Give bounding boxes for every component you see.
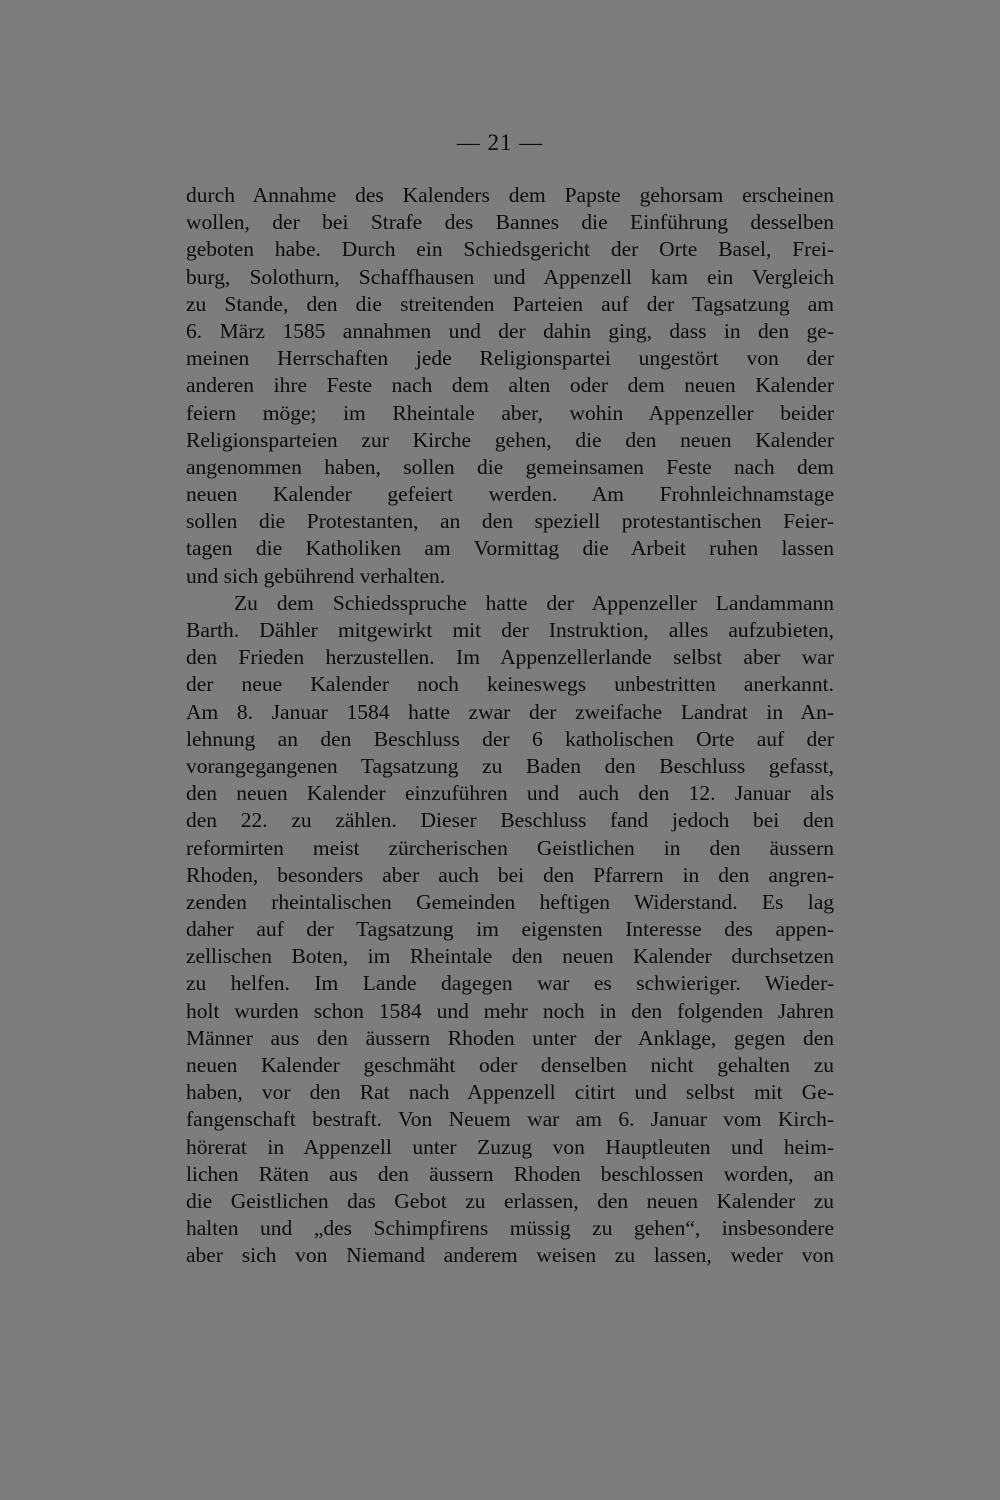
text-line: Männer aus den äussern Rhoden unter der Anklage, gegen den — [186, 1025, 834, 1050]
text-line: tagen die Katholiken am Vormittag die Arbeit ruhen lassen — [186, 536, 834, 561]
paragraph-1 — [186, 182, 834, 590]
text-line: den Frieden herzustellen. Im Appenzellerlande selbst aber war — [186, 645, 834, 670]
body-text — [186, 182, 834, 1270]
text-line: Barth. Dähler mitgewirkt mit der Instruktion, alles aufzubieten, — [186, 618, 834, 642]
text-line: neuen Kalender geschmäht oder denselben nicht gehalten zu — [186, 1053, 834, 1077]
text-line: meinen Herrschaften jede Religionspartei ungestört von der — [186, 346, 834, 371]
text-line: zenden rheintalischen Gemeinden heftigen Widerstand. Es lag — [186, 889, 834, 914]
text-line: lichen Räten aus den äussern Rhoden beschlossen worden, an — [186, 1161, 834, 1186]
text-line: reformirten meist zürcherischen Geistlichen in den äussern — [186, 835, 834, 860]
text-line: halten und „des Schimpfirens müssig zu gehen“, insbesondere — [186, 1216, 834, 1241]
text-line: zu helfen. Im Lande dagegen war es schwieriger. Wieder- — [186, 971, 834, 996]
text-line: fangenschaft bestraft. Von Neuem war am 6. Januar vom Kirch- — [186, 1107, 834, 1132]
text-line: der neue Kalender noch keineswegs unbestritten anerkannt. — [186, 672, 834, 697]
text-line: zu Stande, den die streitenden Parteien auf der Tagsatzung am — [186, 291, 834, 316]
text-line: sollen die Protestanten, an den speziell protestantischen Feier- — [186, 509, 834, 534]
page-number: — 21 — — [456, 130, 544, 155]
text-line: den 22. zu zählen. Dieser Beschluss fand jedoch bei den — [186, 808, 834, 833]
text-line: Religionsparteien zur Kirche gehen, die den neuen Kalender — [186, 427, 834, 452]
paragraph-2 — [186, 590, 834, 1270]
text-line: wollen, der bei Strafe des Bannes die Einführung desselben — [186, 210, 834, 235]
text-line: hörerat in Appenzell unter Zuzug von Hauptleuten und heim- — [186, 1134, 834, 1159]
text-line: zellischen Boten, im Rheintale den neuen Kalender durchsetzen — [186, 944, 834, 969]
text-line: vorangegangenen Tagsatzung zu Baden den Beschluss gefasst, — [186, 753, 834, 778]
text-line: Am 8. Januar 1584 hatte zwar der zweifache Landrat in An- — [186, 699, 834, 724]
text-line: die Geistlichen das Gebot zu erlassen, den neuen Kalender zu — [186, 1188, 834, 1213]
text-line: aber sich von Niemand anderem weisen zu lassen, weder von — [186, 1243, 834, 1268]
text-line: und sich gebührend verhalten. — [186, 563, 446, 588]
text-line: neuen Kalender gefeiert werden. Am Frohnleichnamstage — [186, 482, 834, 507]
text-line: Rhoden, besonders aber auch bei den Pfarrern in den angren- — [186, 862, 834, 887]
text-line: 6. März 1585 annahmen und der dahin ging, dass in den ge- — [186, 318, 834, 343]
text-line: den neuen Kalender einzuführen und auch den 12. Januar als — [186, 781, 834, 806]
text-line: daher auf der Tagsatzung im eigensten Interesse des appen- — [186, 917, 834, 942]
text-line: durch Annahme des Kalenders dem Papste gehorsam erscheinen — [186, 183, 834, 207]
text-line: geboten habe. Durch ein Schiedsgericht der Orte Basel, Frei- — [186, 237, 834, 262]
text-line: anderen ihre Feste nach dem alten oder dem neuen Kalender — [186, 373, 834, 398]
text-line: Zu dem Schiedsspruche hatte der Appenzeller Landammann — [234, 590, 834, 615]
text-line: haben, vor den Rat nach Appenzell citirt und selbst mit Ge- — [186, 1080, 834, 1105]
text-line: angenommen haben, sollen die gemeinsamen Feste nach dem — [186, 454, 834, 479]
text-line: feiern möge; im Rheintale aber, wohin Appenzeller beider — [186, 400, 834, 425]
text-line: lehnung an den Beschluss der 6 katholischen Orte auf der — [186, 726, 834, 751]
text-line: burg, Solothurn, Schaffhausen und Appenzell kam ein Vergleich — [186, 264, 834, 289]
text-line: holt wurden schon 1584 und mehr noch in den folgenden Jahren — [186, 998, 834, 1023]
